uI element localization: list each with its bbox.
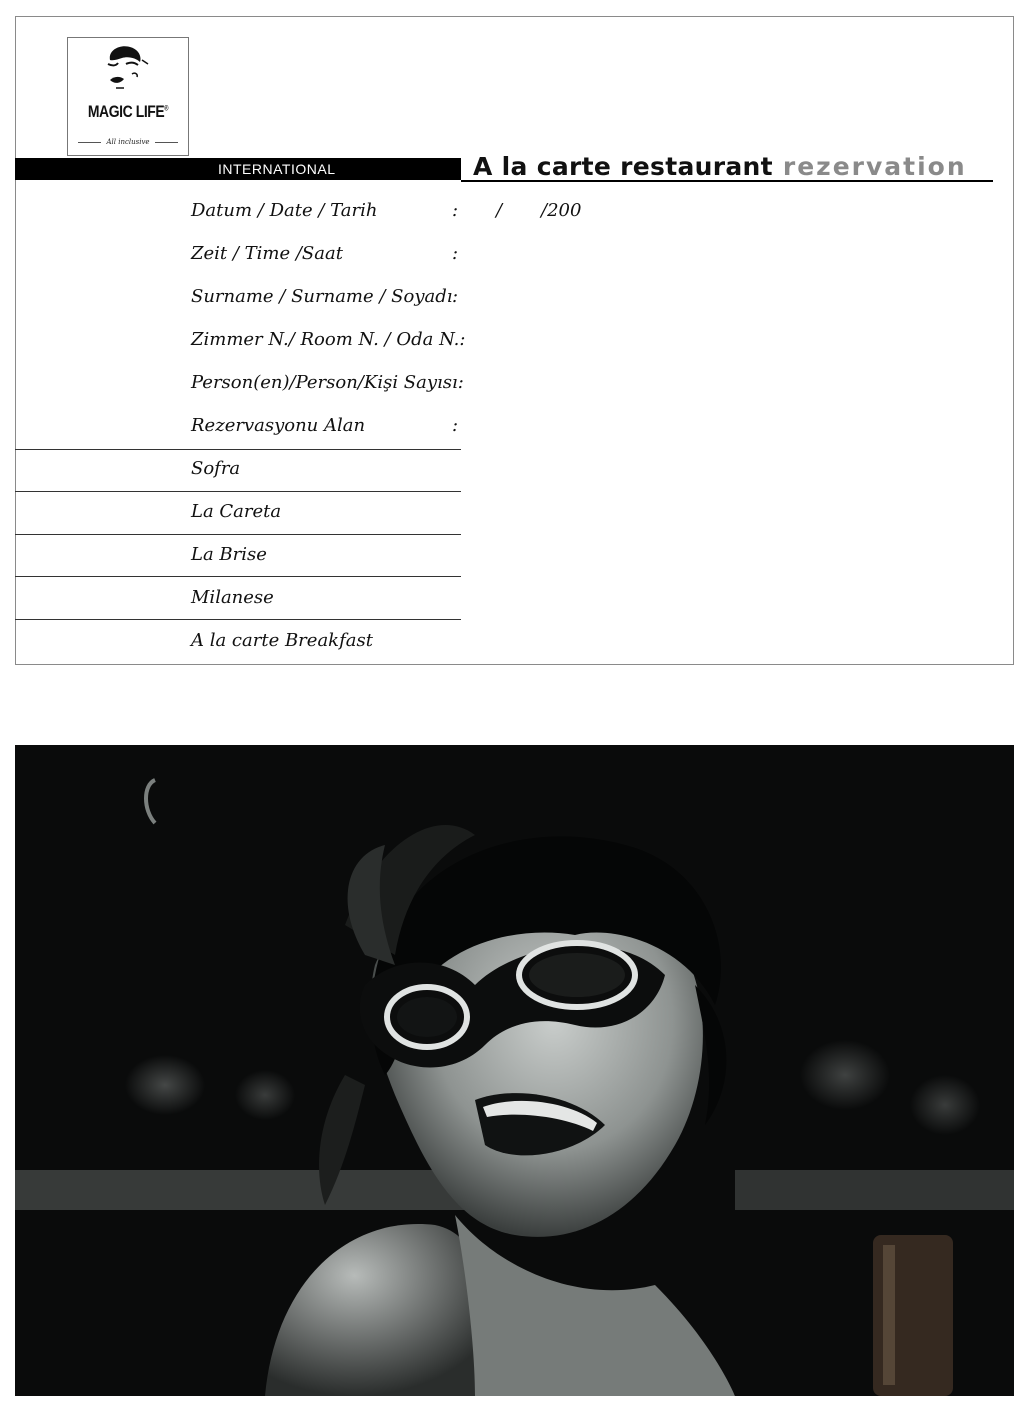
field-surname-colon: :: [452, 286, 459, 307]
restaurant-option-la-careta: La Careta: [191, 501, 282, 522]
date-year: /200: [541, 200, 582, 221]
logo-wordmark: MAGIC LIFE®: [87, 102, 169, 121]
restaurant-option-breakfast: A la carte Breakfast: [191, 630, 373, 651]
divider: [15, 534, 461, 535]
divider: [78, 142, 101, 143]
restaurant-option-la-brise: La Brise: [191, 544, 267, 565]
magic-life-logo: [67, 37, 189, 156]
field-taken-by-colon: :: [452, 415, 459, 436]
field-room-label: Zimmer N./ Room N. / Oda N.:: [191, 329, 466, 350]
masked-woman-photo: [15, 745, 1014, 1396]
field-surname-label: Surname / Surname / Soyadı: [191, 286, 453, 307]
section-label: INTERNATIONAL: [218, 161, 336, 177]
date-slash: /: [496, 200, 503, 221]
logo-tagline: All inclusive: [106, 138, 150, 146]
field-date-colon: :: [452, 200, 459, 221]
divider: [15, 449, 461, 450]
field-date-label: Datum / Date / Tarih: [191, 200, 378, 221]
divider: [15, 619, 461, 620]
field-time-label: Zeit / Time /Saat: [191, 243, 343, 264]
logo-tagline-row: [78, 138, 178, 146]
restaurant-option-milanese: Milanese: [191, 587, 274, 608]
field-persons-label: Person(en)/Person/Kişi Sayısı:: [191, 372, 464, 393]
restaurant-option-sofra: Sofra: [191, 458, 241, 479]
divider: [15, 491, 461, 492]
title-main: A la carte restaurant: [473, 152, 773, 181]
face-logo-icon: [102, 44, 154, 100]
title-sub: rezervation: [782, 152, 967, 181]
divider: [155, 142, 178, 143]
field-taken-by-label: Rezervasyonu Alan: [191, 415, 366, 436]
field-time-colon: :: [452, 243, 459, 264]
divider: [15, 576, 461, 577]
page-title: [473, 152, 967, 181]
